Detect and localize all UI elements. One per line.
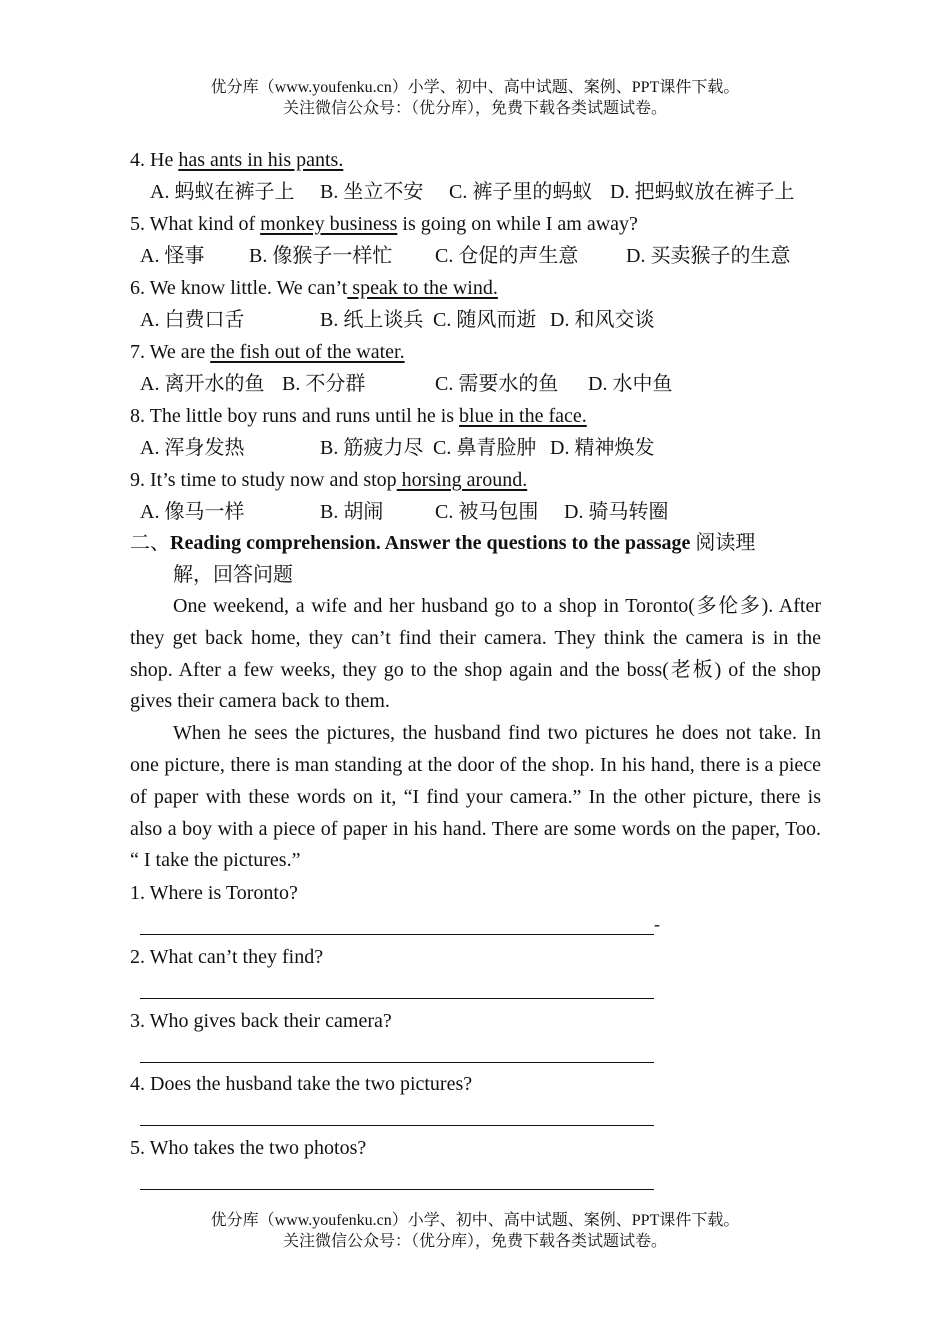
q5-option-a: A. 怪事 [140,245,205,267]
q6-option-a: A. 白费口舌 [140,309,245,331]
question-text: 9. It’s time to study now and stop [130,469,397,491]
q8-option-d: D. 精神焕发 [550,437,655,459]
q5-option-b: B. 像猴子一样忙 [249,245,393,267]
section-number: 二、 [130,532,170,554]
idiom-underlined: monkey business [260,213,398,235]
answer-line-2[interactable] [140,998,654,999]
reading-question-2: 2. What can’t they find? [130,946,324,968]
footer-line-2: 关注微信公众号：（优分库），免费下载各类试题试卷。 [282,1233,667,1250]
question-9 [130,467,527,493]
passage-paragraph-2: When he sees the pictures, the husband find two pictures he does not take. In one picture, there is man standing at the door of the shop. In his hand, there is a piece of paper with these words on it, “I find your camera.” In the other picture, there is also a boy with a piece of paper in his hand. There are some words on the paper, Too. “ I take the pictures.” [130,722,821,872]
question-6 [130,275,498,301]
section-2-heading [130,530,755,556]
q5-option-c: C. 仓促的声生意 [435,245,579,267]
idiom-underlined: has ants in his pants. [178,149,344,171]
question-text: 6. We know little. We can’t [130,277,348,299]
footer-line-1: 优分库（www.youfenku.cn）小学、初中、高中试题、案例、PPT课件下载。 [210,1212,740,1229]
reading-question-4: 4. Does the husband take the two pictures? [130,1073,473,1095]
q7-option-b: B. 不分群 [282,373,366,395]
q6-option-b: B. 纸上谈兵 [320,309,424,331]
idiom-underlined: the fish out of the water. [210,341,405,363]
q4-option-a: A. 蚂蚁在裤子上 [150,181,295,203]
reading-passage [130,591,821,877]
q4-option-d: D. 把蚂蚁放在裤子上 [610,181,795,203]
question-text: 7. We are [130,341,211,363]
header-line-1: 优分库（www.youfenku.cn）小学、初中、高中试题、案例、PPT课件下载。 [210,79,740,96]
question-text: 4. He [130,149,179,171]
section-title: Reading comprehension. Answer the questions to the passage [170,532,691,554]
q6-option-d: D. 和风交谈 [550,309,655,331]
q9-option-a: A. 像马一样 [140,501,245,523]
answer-line-dash: - [654,914,660,934]
answer-line-3[interactable] [140,1062,654,1063]
q9-option-b: B. 胡闹 [320,501,384,523]
question-text: 5. What kind of [130,213,261,235]
q8-option-b: B. 筋疲力尽 [320,437,424,459]
q6-option-c: C. 随风而逝 [433,309,537,331]
reading-question-3: 3. Who gives back their camera? [130,1010,392,1032]
q4-option-b: B. 坐立不安 [320,181,424,203]
question-text-tail: is going on while I am away? [397,213,638,235]
question-5 [130,211,638,237]
idiom-underlined: speak to the wind. [347,277,498,299]
section-2-heading-cont: 解，回答问题 [173,564,293,586]
question-8 [130,403,587,429]
question-4 [130,147,343,173]
question-7 [130,339,405,365]
page-header [0,77,950,119]
reading-question-1: 1. Where is Toronto? [130,882,298,904]
q8-option-c: C. 鼻青脸肿 [433,437,537,459]
answer-line-4[interactable] [140,1125,654,1126]
idiom-underlined: blue in the face. [459,405,587,427]
q8-option-a: A. 浑身发热 [140,437,245,459]
section-title-cn: 阅读理 [690,532,756,554]
q7-option-c: C. 需要水的鱼 [435,373,559,395]
q7-option-a: A. 离开水的鱼 [140,373,265,395]
reading-question-5: 5. Who takes the two photos? [130,1137,367,1159]
passage-paragraph-1: One weekend, a wife and her husband go to a shop in Toronto(多伦多). After they get back home, they can’t find their camera. They think the camera is in the shop. After a few weeks, they go to the shop again and the boss(老板) of the shop gives their camera back to them. [130,595,821,713]
page-footer [0,1210,950,1252]
q4-option-c: C. 裤子里的蚂蚁 [449,181,593,203]
q9-option-d: D. 骑马转圈 [564,501,669,523]
q5-option-d: D. 买卖猴子的生意 [626,245,791,267]
q9-option-c: C. 被马包围 [435,501,539,523]
answer-line-1[interactable] [140,934,654,935]
q7-option-d: D. 水中鱼 [588,373,673,395]
answer-line-5[interactable] [140,1189,654,1190]
header-line-2: 关注微信公众号：（优分库），免费下载各类试题试卷。 [282,100,667,117]
question-text: 8. The little boy runs and runs until he is [130,405,460,427]
idiom-underlined: horsing around. [396,469,528,491]
